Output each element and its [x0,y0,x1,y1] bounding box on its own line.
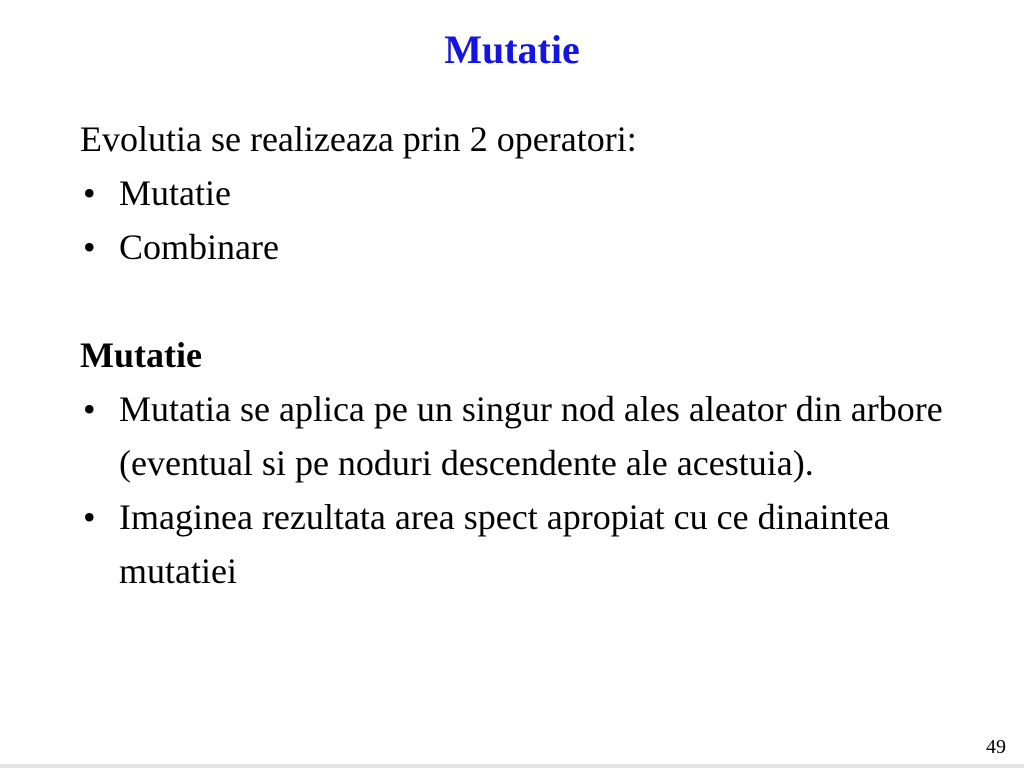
section-bullet-item [80,382,990,490]
section-heading: Mutatie [80,335,202,375]
operator-label: Mutatie [119,173,231,213]
bullet-icon: • [83,497,96,537]
bullet-icon: • [83,227,96,267]
operator-label: Combinare [119,227,279,267]
section-bullet-item [80,490,990,598]
bullet-icon: • [83,173,96,213]
section-bullet-text: Mutatia se aplica pe un singur nod ales aleator din arbore (eventual si pe noduri descendente ale acestuia). [119,389,943,483]
footer-band [0,764,1024,768]
section-bullet-text: Imaginea rezultata area spect apropiat cu ce dinaintea mutatiei [119,497,890,591]
spacer [80,274,990,328]
slide-body [80,112,990,598]
bullet-icon: • [83,389,96,429]
page-number: 49 [986,736,1006,758]
operator-item-mutatie [80,166,990,220]
operator-item-combinare [80,220,990,274]
slide-title: Mutatie [444,27,580,72]
intro-text: Evolutia se realizeaza prin 2 operatori: [80,119,637,159]
